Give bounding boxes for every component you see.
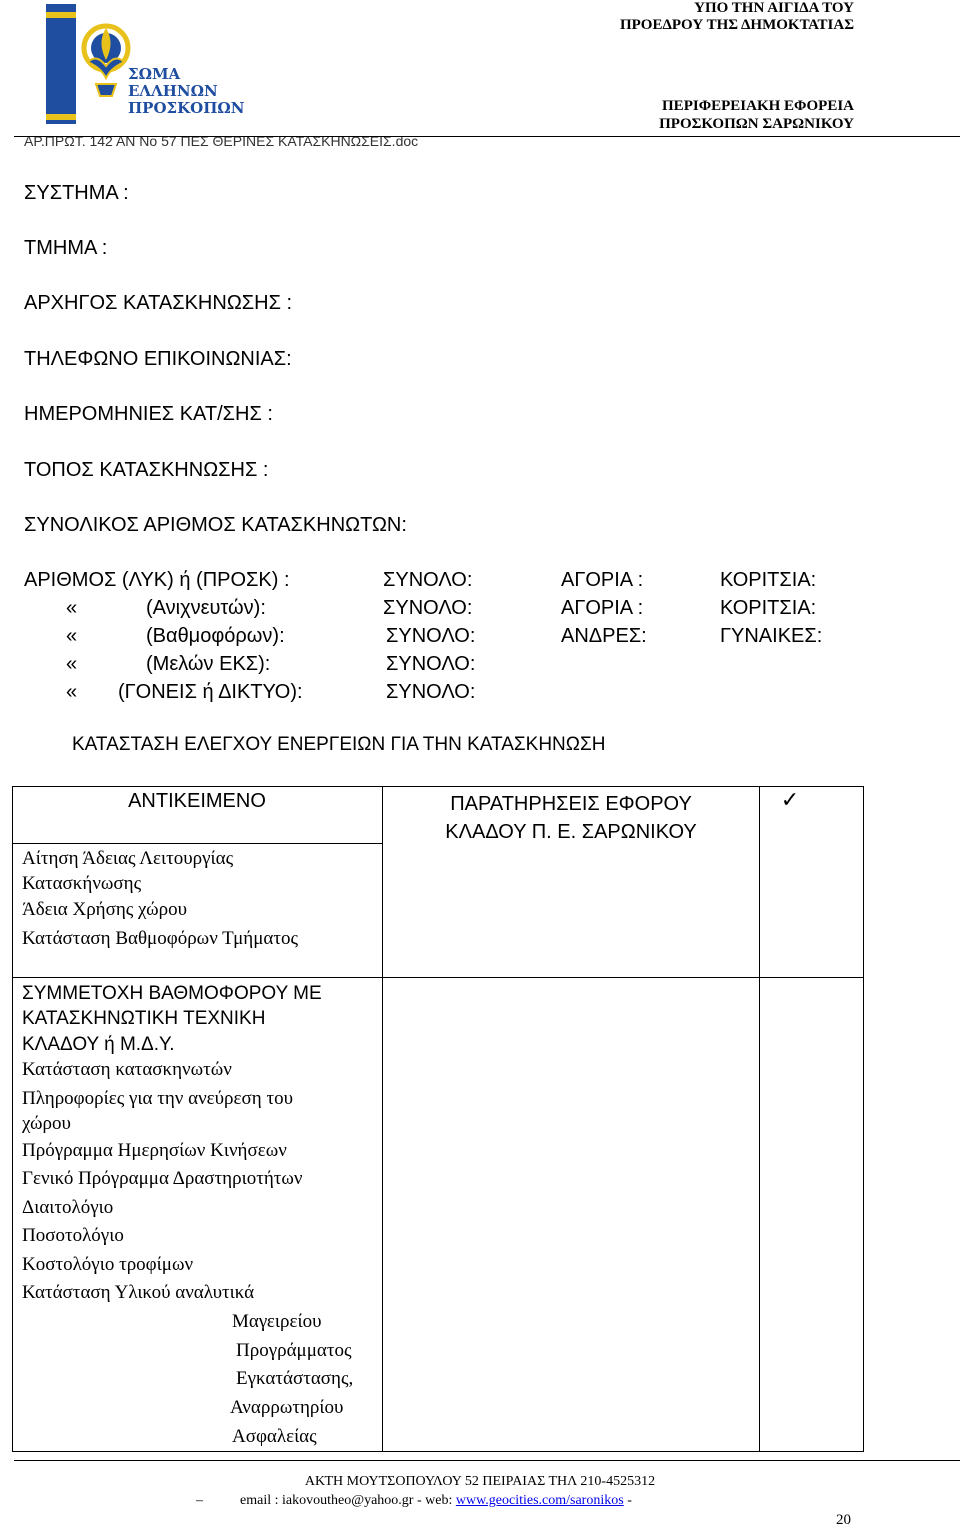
header-divider — [14, 136, 960, 137]
count-row-5-total: ΣΥΝΟΛΟ: — [386, 681, 476, 703]
field-camp-leader: ΑΡΧΗΓΟΣ ΚΑΤΑΣΚΗΝΩΣΗΣ : — [24, 292, 293, 314]
footer-divider — [14, 1460, 960, 1461]
list-item: Κατάσταση Υλικού αναλυτικά — [22, 1282, 255, 1303]
list-heading: ΚΛΑΔΟΥ ή Μ.Δ.Υ. — [22, 1034, 175, 1055]
field-dates: ΗΜΕΡΟΜΗΝΙΕΣ ΚΑΤ/ΣΗΣ : — [24, 403, 273, 425]
logo-text-line-1: ΣΩΜΑ — [128, 65, 181, 83]
scouts-logo — [44, 4, 245, 128]
footer-tail: - — [623, 1493, 632, 1508]
field-total-campers: ΣΥΝΟΛΙΚΟΣ ΑΡΙΘΜΟΣ ΚΑΤΑΣΚΗΝΩΤΩΝ: — [24, 514, 407, 536]
list-heading: ΚΑΤΑΣΚΗΝΩΤΙΚΗ ΤΕΧΝΙΚΗ — [22, 1008, 266, 1029]
count-row-3-female: ΓΥΝΑΙΚΕΣ: — [720, 625, 823, 647]
field-section: ΤΜΗΜΑ : — [24, 237, 108, 259]
count-row-4-mark: « — [66, 653, 78, 675]
section-title: ΚΑΤΑΣΤΑΣΗ ΕΛΕΓΧΟΥ ΕΝΕΡΓΕΙΩΝ ΓΙΑ ΤΗΝ ΚΑΤΑΣΚΗΝΩΣΗ — [72, 734, 606, 755]
patron-line-2: ΠΡΟΕΔΡΟΥ ΤΗΣ ΔΗΜΟΚΤΑΤΙΑΣ — [619, 17, 854, 33]
count-row-1-label: ΑΡΙΘΜΟΣ (ΛΥΚ) ή (ΠΡΟΣΚ) : — [24, 569, 290, 591]
column-header-notes — [383, 790, 759, 846]
table-border-right — [863, 786, 864, 1452]
count-row-1-male: ΑΓΟΡΙΑ : — [561, 569, 644, 591]
count-row-3-male: ΑΝΔΡΕΣ: — [561, 625, 647, 647]
count-row-1-total: ΣΥΝΟΛΟ: — [383, 569, 473, 591]
list-item: Κατάσταση Βαθμοφόρων Τμήματος — [22, 928, 299, 949]
list-item: Διαιτολόγιο — [22, 1197, 114, 1218]
field-place: ΤΟΠΟΣ ΚΑΤΑΣΚΗΝΩΣΗΣ : — [24, 459, 269, 481]
org-line-1: ΠΕΡΙΦΕΡΕΙΑΚΗ ΕΦΟΡΕΙΑ — [662, 98, 854, 114]
table-col-divider-1 — [382, 786, 383, 1452]
count-row-4-total: ΣΥΝΟΛΟ: — [386, 653, 476, 675]
org-line-2: ΠΡΟΣΚΟΠΩΝ ΣΑΡΩΝΙΚΟΥ — [659, 116, 854, 132]
table-border-top — [12, 786, 864, 787]
table-border-left — [12, 786, 13, 1452]
list-item: Άδεια Χρήσης χώρου — [22, 899, 187, 920]
list-subitem: Εγκατάστασης, — [236, 1368, 354, 1389]
list-subitem: Ασφαλείας — [232, 1426, 317, 1447]
count-row-4-label: (Μελών ΕΚΣ): — [146, 653, 271, 675]
list-heading: ΣΥΜΜΕΤΟΧΗ ΒΑΘΜΟΦΟΡΟΥ ΜΕ — [22, 983, 322, 1004]
footer-email: email : iakovoutheo@yahoo.gr - web: — [240, 1493, 456, 1508]
footer-dash: – — [196, 1493, 203, 1508]
table-header-divider — [12, 843, 382, 844]
table-row-divider — [12, 977, 864, 978]
table-border-bottom — [12, 1451, 864, 1452]
count-row-2-female: ΚΟΡΙΤΣΙΑ: — [720, 597, 817, 619]
count-row-1-female: ΚΟΡΙΤΣΙΑ: — [720, 569, 817, 591]
list-item: χώρου — [22, 1113, 71, 1134]
count-row-3-label: (Βαθμοφόρων): — [146, 625, 285, 647]
check-mark-icon: ✓ — [780, 788, 800, 813]
count-row-5-mark: « — [66, 681, 78, 703]
column-header-notes-line-2: ΚΛΑΔΟΥ Π. Ε. ΣΑΡΩΝΙΚΟΥ — [445, 821, 697, 843]
logo-text-line-2: ΕΛΛΗΝΩΝ — [128, 82, 218, 100]
count-row-3-total: ΣΥΝΟΛΟ: — [386, 625, 476, 647]
list-item: Αίτηση Άδειας Λειτουργίας — [22, 848, 234, 869]
count-row-2-total: ΣΥΝΟΛΟ: — [383, 597, 473, 619]
field-phone: ΤΗΛΕΦΩΝΟ ΕΠΙΚΟΙΝΩΝΙΑΣ: — [24, 348, 292, 370]
list-subitem: Μαγειρείου — [232, 1311, 322, 1332]
footer-contact — [196, 1493, 632, 1509]
patron-line-1: ΥΠΟ ΤΗΝ ΑΙΓΙΔΑ ΤΟΥ — [694, 0, 854, 16]
count-row-3-mark: « — [66, 625, 78, 647]
column-header-notes-line-1: ΠΑΡΑΤΗΡΗΣΕΙΣ ΕΦΟΡΟΥ — [450, 793, 692, 815]
page-number: 20 — [836, 1512, 851, 1528]
count-row-2-male: ΑΓΟΡΙΑ : — [561, 597, 644, 619]
list-item: Πληροφορίες για την ανεύρεση του — [22, 1088, 293, 1109]
footer-address: ΑΚΤΗ ΜΟΥΤΣΟΠΟΥΛΟΥ 52 ΠΕΙΡΑΙΑΣ ΤΗΛ 210-4525312 — [304, 1474, 656, 1489]
count-row-2-mark: « — [66, 597, 78, 619]
list-item: Κοστολόγιο τροφίμων — [22, 1254, 194, 1275]
column-header-item: ΑΝΤΙΚΕΙΜΕΝΟ — [128, 790, 266, 812]
website-link[interactable]: www.geocities.com/saronikos — [455, 1493, 624, 1508]
list-subitem: Αναρρωτηρίου — [230, 1397, 344, 1418]
field-system: ΣΥΣΤΗΜΑ : — [24, 182, 129, 204]
list-item: Κατάσταση κατασκηνωτών — [22, 1059, 232, 1080]
document-reference: ΑΡ.ΠΡΩΤ. 142 ΑΝ Νο 57 ΠΕΣ ΘΕΡΙΝΕΣ ΚΑΤΑΣΚΗΝΩΣΕΙΣ.doc — [24, 133, 419, 149]
table-col-divider-2 — [759, 786, 760, 1452]
checklist-table — [12, 786, 864, 1452]
list-subitem: Προγράμματος — [236, 1340, 352, 1361]
logo-text-line-3: ΠΡΟΣΚΟΠΩΝ — [128, 99, 245, 117]
list-item: Κατασκήνωσης — [22, 873, 142, 894]
list-item: Ποσοτολόγιο — [22, 1225, 124, 1246]
list-item: Γενικό Πρόγραμμα Δραστηριοτήτων — [22, 1168, 303, 1189]
count-row-5-label: (ΓΟΝΕΙΣ ή ΔΙΚΤΥΟ): — [118, 681, 303, 703]
list-item: Πρόγραμμα Ημερησίων Κινήσεων — [22, 1140, 287, 1161]
count-row-2-label: (Ανιχνευτών): — [146, 597, 266, 619]
